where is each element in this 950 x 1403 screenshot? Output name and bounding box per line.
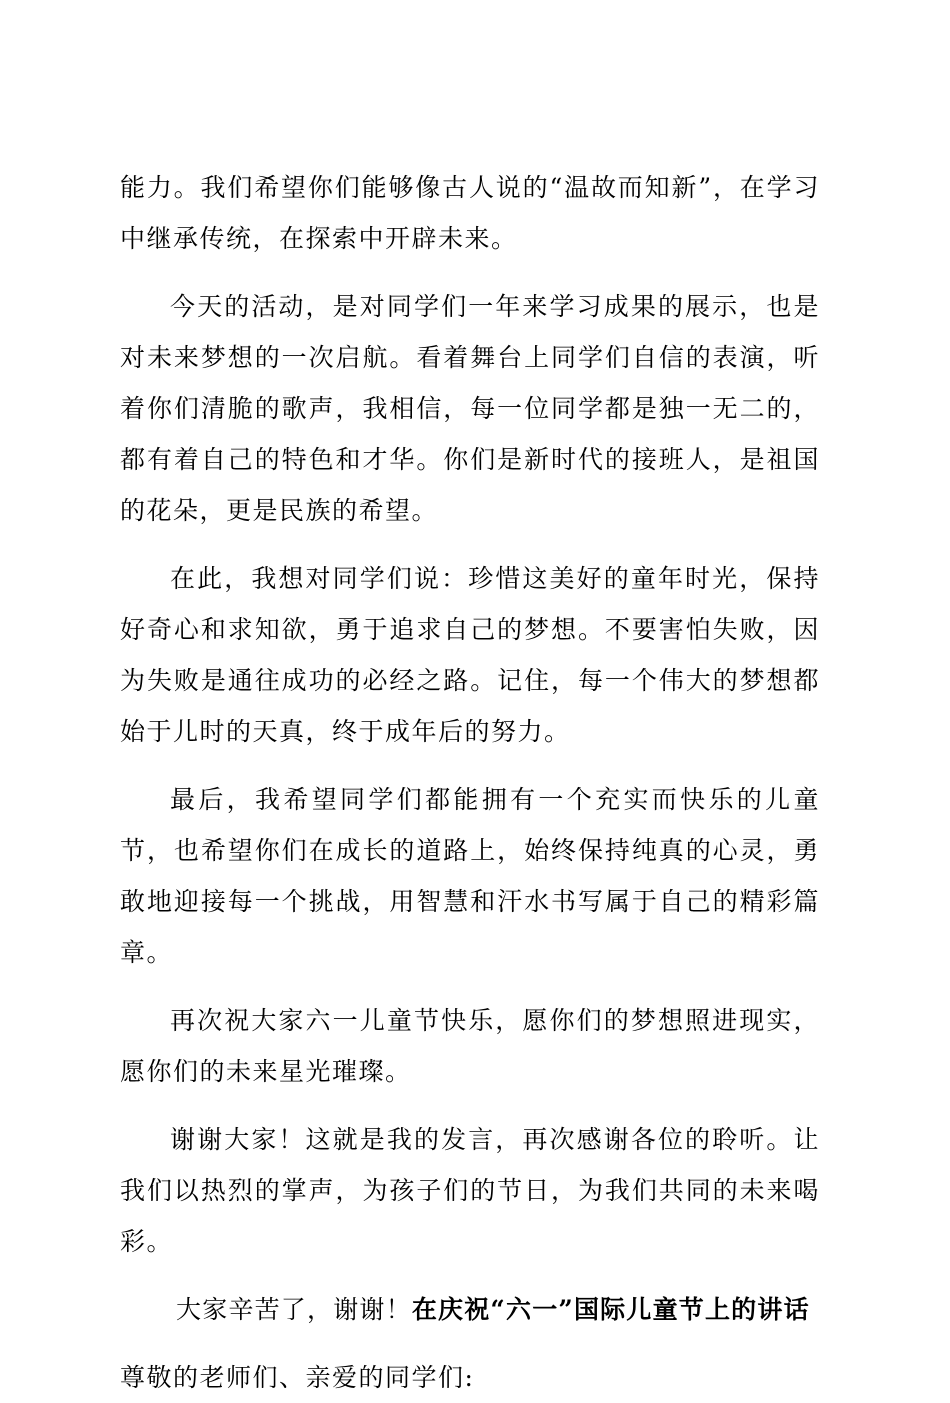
paragraph-activity: 今天的活动，是对同学们一年来学习成果的展示，也是对未来梦想的一次启航。看着舞台上同学们自信的表演，听着你们清脆的歌声，我相信，每一位同学都是独一无二的，都有着自己的特色和才华。你们是新时代的接班人，是祖国的花朵，更是民族的希望。 [120,292,820,525]
closing-text: 大家辛苦了，谢谢！ [176,1295,412,1324]
paragraph-wishes: 最后，我希望同学们都能拥有一个充实而快乐的儿童节，也希望你们在成长的道路上，始终保持纯真的心灵，勇敢地迎接每一个挑战，用智慧和汗水书写属于自己的精彩篇章。 [120,785,820,967]
salutation: 尊敬的老师们、亲爱的同学们: [120,1363,475,1392]
paragraph-blessing: 再次祝大家六一儿童节快乐，愿你们的梦想照进现实，愿你们的未来星光璀璨。 [120,1006,820,1086]
paragraph-thanks: 谢谢大家！这就是我的发言，再次感谢各位的聆听。让我们以热烈的掌声，为孩子们的节日，为我们共同的未来喝彩。 [120,1125,820,1256]
document-body [120,162,820,1403]
next-speech-title: 在庆祝“六一”国际儿童节上的讲话 [411,1295,810,1324]
paragraph-continuation: 能力。我们希望你们能够像古人说的“温故而知新”，在学习中继承传统，在探索中开辟未来。 [120,173,820,253]
closing-line [120,1284,820,1335]
paragraph-advice: 在此，我想对同学们说：珍惜这美好的童年时光，保持好奇心和求知欲，勇于追求自己的梦想。不要害怕失败，因为失败是通往成功的必经之路。记住，每一个伟大的梦想都始于儿时的天真，终于成年后的努力。 [120,564,820,746]
